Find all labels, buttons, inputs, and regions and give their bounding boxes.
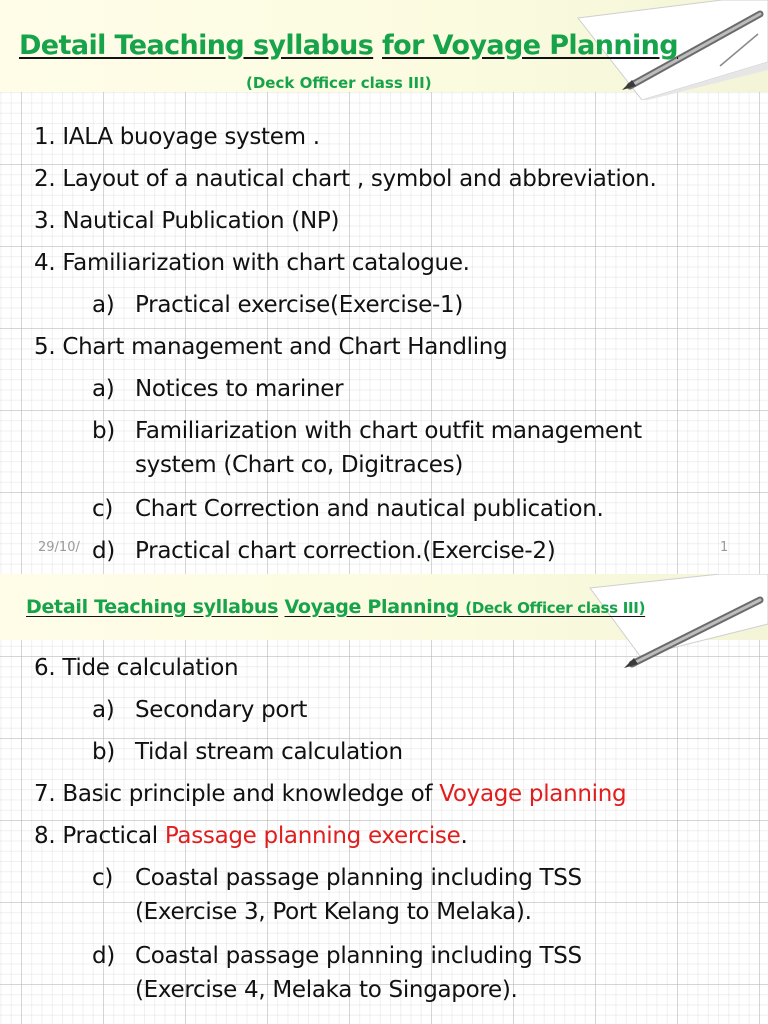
sub-item: a) Notices to mariner: [92, 376, 344, 402]
list-item: 7. Basic principle and knowledge of Voyage planning: [34, 781, 627, 807]
title-part-1: Detail Teaching syllabus: [26, 596, 279, 618]
sub-item: a) Secondary port: [92, 697, 308, 723]
sub-item: c) Chart Correction and nautical publication.: [92, 496, 604, 522]
title-part-2: Voyage Planning: [284, 596, 466, 618]
list-item: 8. Practical Passage planning exercise.: [34, 823, 468, 849]
list-item: 3. Nautical Publication (NP): [34, 208, 340, 234]
page-number: 1: [720, 540, 729, 555]
list-item: 1. IALA buoyage system .: [34, 124, 320, 150]
slide-subtitle: (Deck Officer class III): [246, 74, 432, 92]
slide-2: [0, 574, 768, 1024]
title-part-1: Detail Teaching syllabus: [19, 30, 374, 61]
syllabus-list: [34, 116, 656, 572]
sub-item: d) Practical chart correction.(Exercise-2): [92, 538, 556, 564]
list-item: 6. Tide calculation: [34, 655, 239, 681]
title-part-2: for Voyage Planning: [382, 30, 678, 61]
highlight-text: Voyage planning: [439, 781, 627, 807]
list-item: 2. Layout of a nautical chart , symbol and abbreviation.: [34, 166, 657, 192]
sub-item: b) Tidal stream calculation: [92, 739, 403, 765]
list-item: 4. Familiarization with chart catalogue.: [34, 250, 470, 276]
title-part-3: (Deck Officer class III): [465, 599, 646, 617]
slide-title: [19, 30, 678, 61]
syllabus-list: [34, 647, 626, 1013]
highlight-text: Passage planning exercise: [164, 823, 461, 849]
slide-title: [26, 596, 645, 618]
sub-item: c) Coastal passage planning including TSS (Exercise 3, Port Kelang to Melaka).: [92, 865, 582, 925]
sub-item: d) Coastal passage planning including TSS (Exercise 4, Melaka to Singapore).: [92, 943, 582, 1003]
footer-date: 29/10/: [38, 540, 80, 555]
sub-item: b) Familiarization with chart outfit management system (Chart co, Digitraces): [92, 418, 642, 478]
list-item: 5. Chart management and Chart Handling: [34, 334, 508, 360]
sub-item: a) Practical exercise(Exercise-1): [92, 292, 464, 318]
